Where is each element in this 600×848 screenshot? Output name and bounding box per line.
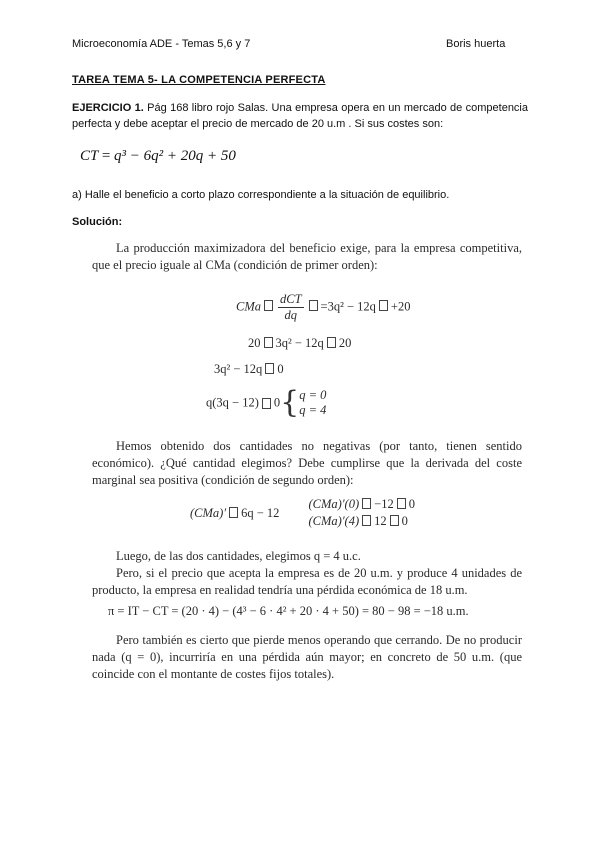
equation-second-order (190, 496, 415, 530)
missing-glyph-box (265, 363, 274, 374)
equation-profit: π = IT − CT = (20 · 4) − (4³ − 6 · 4² + 20 · 4 + 50) = 80 − 98 = −18 u.m. (108, 604, 469, 618)
fraction-denominator: dq (284, 308, 298, 322)
missing-glyph-box (262, 398, 271, 409)
eq5-case2-left: (CMa)′(4) (308, 514, 360, 528)
eq5-case2-right: 12 (374, 514, 387, 528)
eq5-case2-zero: 0 (401, 514, 408, 528)
root-case-2: q = 4 (299, 403, 327, 417)
eq2-mid: 3q² − 12q (275, 336, 324, 350)
eq5-case1-zero: 0 (408, 497, 415, 511)
equation-price-equals-cma (248, 336, 351, 351)
question-a: a) Halle el beneficio a corto plazo correspondiente a la situación de equilibrio. (72, 189, 450, 201)
eq5-case1-right: −12 (374, 497, 394, 511)
missing-glyph-box (397, 498, 406, 509)
missing-glyph-box (362, 498, 371, 509)
missing-glyph-box (264, 300, 273, 311)
header-right: Boris huerta (446, 38, 506, 50)
eq3-left: 3q² − 12q (214, 362, 263, 376)
cost-function-rhs: q³ − 6q² + 20q + 50 (114, 148, 236, 164)
eq5-right: 6q − 12 (241, 505, 280, 520)
root-case-1: q = 0 (299, 388, 327, 402)
paragraph-loss: Pero, si el precio que acepta la empresa es de 20 u.m. y produce 4 unidades de producto, la empresa en realidad tendría una pérdida económica de 18 u.m. (92, 566, 522, 597)
left-brace: { (280, 385, 300, 420)
eq-cma-rhs: =3q² − 12q (320, 299, 376, 314)
eq-cma-lhs: CMa (236, 299, 261, 314)
eq5-case1-left: (CMa)′(0) (308, 497, 360, 511)
exercise-statement (72, 100, 528, 132)
derivative-fraction (278, 292, 304, 323)
missing-glyph-box (379, 300, 388, 311)
eq2-left: 20 (248, 336, 261, 350)
fraction-numerator: dCT (280, 292, 302, 306)
missing-glyph-box (327, 337, 336, 348)
eq5-left: (CMa)′ (190, 505, 227, 520)
exercise-text: Pág 168 libro rojo Salas. Una empresa opera en un mercado de competencia perfecta y debe aceptar el precio de mercado de 20 u.m . Si sus costes son: (72, 102, 528, 130)
missing-glyph-box (229, 507, 238, 518)
equation-cma (236, 292, 410, 323)
missing-glyph-box (362, 515, 371, 526)
eq4-mid: 0 (273, 395, 281, 410)
paragraph-first-order: La producción maximizadora del beneficio exige, para la empresa competitiva, que el precio iguale al CMa (condición de primer orden): (92, 241, 522, 272)
eq4-left: q(3q − 12) (206, 395, 259, 410)
eq3-right: 0 (277, 362, 284, 376)
paragraph-choice (92, 548, 522, 599)
page-title: TAREA TEMA 5- LA COMPETENCIA PERFECTA (72, 74, 326, 86)
missing-glyph-box (264, 337, 273, 348)
header-left: Microeconomía ADE - Temas 5,6 y 7 (72, 38, 251, 50)
missing-glyph-box (309, 300, 318, 311)
solution-label: Solución: (72, 216, 123, 228)
paragraph-choice-line: Luego, de las dos cantidades, elegimos q = 4 u.c. (116, 549, 361, 563)
exercise-label: EJERCICIO 1. (72, 102, 144, 114)
cost-function: CT = q³ − 6q² + 20q + 50 (80, 148, 236, 164)
eq-cma-const: +20 (390, 299, 411, 314)
equation-roots (206, 385, 327, 420)
cost-function-lhs: CT (80, 148, 99, 164)
equation-quadratic (214, 362, 284, 377)
eq2-right: 20 (338, 336, 352, 350)
paragraph-shutdown: Pero también es cierto que pierde menos operando que cerrando. De no producir nada (q = 0), incurriría en una pérdida aún mayor; en concreto de 50 u.m. (que coincide con el montante de costes fijos totales). (92, 633, 522, 681)
paragraph-second-order: Hemos obtenido dos cantidades no negativas (por tanto, tienen sentido económico). ¿Qué cantidad elegimos? Debe cumplirse que la derivada del coste marginal sea positiva (condición de segundo orden): (92, 439, 522, 487)
missing-glyph-box (390, 515, 399, 526)
